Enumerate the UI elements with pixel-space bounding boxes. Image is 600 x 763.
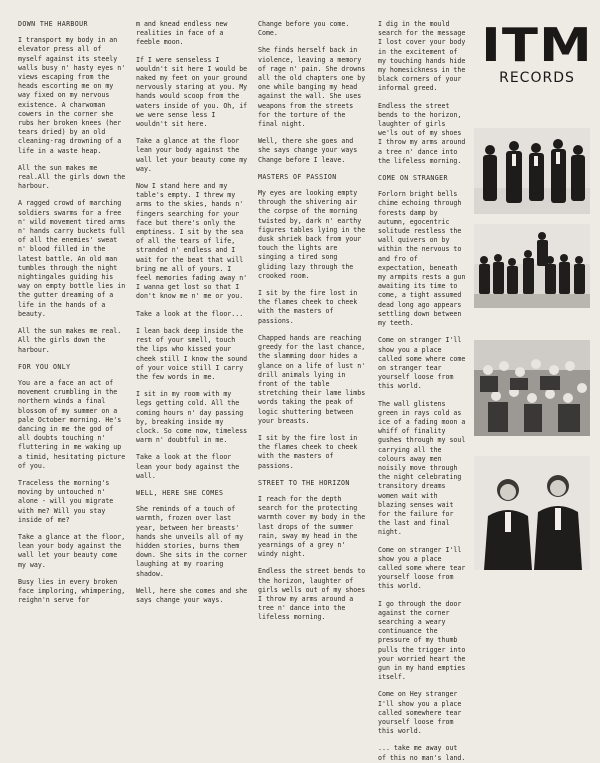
lyric-verse: All the sun makes me real. All the girls down the harbour. bbox=[18, 327, 122, 354]
lyric-verse: Come on stranger I'll show you a place called some where tear yourself loose from this world. bbox=[378, 545, 466, 591]
song-title: COME ON STRANGER bbox=[378, 174, 448, 183]
lyrics-column-2 bbox=[136, 20, 248, 604]
lyric-verse: Well, here she comes and she says change your ways. bbox=[136, 586, 248, 604]
lyric-verse: Well, there she goes and she says change your ways Change before I leave. bbox=[258, 137, 358, 164]
lyric-verse: I lean back deep inside the rest of your smell, touch the lips who kissed your cheek still I know the sound of your voice still I carry the few words in me. bbox=[136, 326, 248, 381]
lyric-verse: I sit by the fire lost in the flames cheek to cheek with the masters of passions. bbox=[258, 289, 358, 325]
song-title: DOWN THE HARBOUR bbox=[18, 20, 88, 28]
lyrics-column-3 bbox=[258, 20, 368, 622]
lyric-verse: Now I stand here and my table's empty. I threw my arms to the skies, hands n' fingers searching for your face but there's only the emptiness. I sit by the sea of all the tears of life, stranded n' endless and I wait for the beat that will bring me all of yours. I feel memories fading away n' I wanna get lost so that I don't know me n' me or you. bbox=[136, 182, 248, 301]
itm-records-logo bbox=[481, 18, 593, 102]
lyric-verse: Come on stranger I'll show you a place called some where come on stranger tear yourself loose from this world. bbox=[378, 336, 466, 391]
band-photo-4 bbox=[474, 456, 590, 570]
song-title: STREET TO THE HORIZON bbox=[258, 478, 350, 487]
lyric-verse: Traceless the morning's moving by untouched n' alone - will you migrate with me? Will you stay inside of me? bbox=[18, 478, 114, 524]
lyric-verse: A ragged crowd of marching soldiers swarms for a free n' wild movement tired arms n' hands carry buckets full of all the enemies' sweat n' blood filled in the latest battle. An old man tumbles through the night nightingales guiding his way on empty bottle lies in the gutter dreaming of a life in the hands of a beauty. bbox=[18, 199, 126, 318]
band-photo-3 bbox=[474, 340, 590, 436]
lyric-verse: I transport my body in an elevator press all of myself against its steely walls busy n' hasty eyes n' views escaping from the heads escorting me on my way fixed on my nervous existence. A charwoman cowers in the corner she rubs her broken knees (her tears dried) by an old cleaning-rag drowning of a life in a waste heap. bbox=[18, 36, 126, 155]
lyric-verse: She reminds of a touch of warmth, frozen over last year, between her breasts' hands she unveils all of my hidden stories, burns them down. She sits in the corner laughing at my roaring shadow. bbox=[136, 505, 248, 578]
lyric-verse: Change before you come. Come. bbox=[258, 20, 350, 38]
lyric-verse: I sit in my room with my legs getting cold. All the coming hours n' day passing by, breaking inside my clock. So come now, timeless warm n' doubtful in me. bbox=[136, 390, 248, 445]
lyric-verse: Endless the street bends to the horizon, laughter of girls we'ls out of my shoes I throw my arms around a tree n' dance into the lifeless morning. bbox=[378, 101, 466, 165]
lyric-verse: I sit by the fire lost in the flames cheek to cheek with the masters of passions. bbox=[258, 433, 358, 470]
lyric-verse: Take a look at the floor... bbox=[136, 309, 244, 318]
lyric-verse: Endless the street bends to the horizon, laughter of girls wells out of my shoes I throw my arms around a tree n' dance into the lifeless morning. bbox=[258, 567, 366, 622]
lyric-verse: I reach for the depth search for the protecting warmth cover my body in the last drops of the summer rain, sway my head in the yearnings of a grey n' windy night. bbox=[258, 494, 366, 559]
band-photo-2 bbox=[474, 224, 590, 308]
song-title: FOR YOU ONLY bbox=[18, 362, 71, 371]
lyric-verse: You are a face an act of movement crumbling in the northern winds a final blossom of my summer on a pale October morning. He's dancing in me the god of all doubts touching n' fluttering in me waking up a timid, hesitating picture of you. bbox=[18, 378, 126, 470]
lyric-verse: Take a glance at the floor lean your body against the wall let your beauty come my way. bbox=[136, 137, 248, 173]
song-title: WELL, HERE SHE COMES bbox=[136, 488, 224, 497]
lyric-verse: m and knead endless new realities in face of a feeble moon. bbox=[136, 20, 228, 47]
lyric-verse: The wall glistens green in rays cold as ice of a fading moon a whiff of finality gushes through my soul carrying all the colours away men noisily move through the night celebrating transitory dreams women wait with blazing senses wait for the failure for the last and final night. bbox=[378, 399, 466, 537]
logo-mark: ITM bbox=[481, 18, 593, 72]
lyric-verse: Take a glance at the floor, lean your body against the wall let your beauty come my way. bbox=[18, 532, 126, 569]
lyric-verse: Busy lies in every broken face imploring, whimpering, reighn'n serve for bbox=[18, 577, 126, 605]
lyrics-column-1 bbox=[18, 20, 126, 605]
lyric-verse: Chapped hands are reaching greedy for the last chance, the slamming door hides a glance on a life of lust n' drill animals lying in front of the table stretching their lame limbs words taking the peak of logic shuttering between your breasts. bbox=[258, 333, 366, 425]
logo-word: RECORDS bbox=[499, 70, 575, 86]
lyric-verse: My eyes are looking empty through the shivering air the corpse of the morning twisted by, dark n' earthy figures tables lying in the dusk shriek back from your touch the lights are singing a tired song gliding lazy through the crooked room. bbox=[258, 189, 366, 280]
lyric-verse: She finds herself back in violence, leaving a memory of rage n' pain. She drowns all the old chapters one by one while banging my head against the wall. She uses weapons from the streets for the torture of the final night. bbox=[258, 46, 366, 129]
lyric-verse: I dig in the mould search for the message I lost cover your body in the excitement of my touching hands hide my homesickness in the black corners of your informal greed. bbox=[378, 20, 466, 93]
lyric-verse: I go through the door against the corner searching a weary continuance the pressure of my thumb pulls the trigger into your worried heart the gun in my hand empties itself. bbox=[378, 599, 466, 682]
lyric-verse: All the sun makes me real.All the girls down the harbour. bbox=[18, 163, 126, 191]
song-title: MASTERS OF PASSION bbox=[258, 172, 337, 181]
lyric-verse: Come on Hey stranger I'll show you a place called somewhere tear yourself loose from this world. bbox=[378, 690, 462, 736]
lyrics-column-4 bbox=[378, 20, 466, 762]
lyric-verse: ... take me away out of this no man's land. bbox=[378, 744, 466, 762]
band-photo-1 bbox=[474, 128, 590, 214]
lyric-verse: Forlorn bright bells chime echoing through forests damp by autumn, egocentric solitude restless the wall quivers on by within the nervous to and fro of expectation, beneath my armpits rests a gun awaiting its time to come, a tight assumed dead long ago appears settling down between my teeth. bbox=[378, 190, 466, 328]
lyric-verse: Take a look at the floor lean your body against the wall. bbox=[136, 453, 240, 480]
lyric-verse: If I were senseless I wouldn't sit here I would be naked my feet on your ground nervously staring at you. My hands would scoop from the waters inside of you. Oh, if we were sense less I wouldn't sit here. bbox=[136, 55, 248, 129]
